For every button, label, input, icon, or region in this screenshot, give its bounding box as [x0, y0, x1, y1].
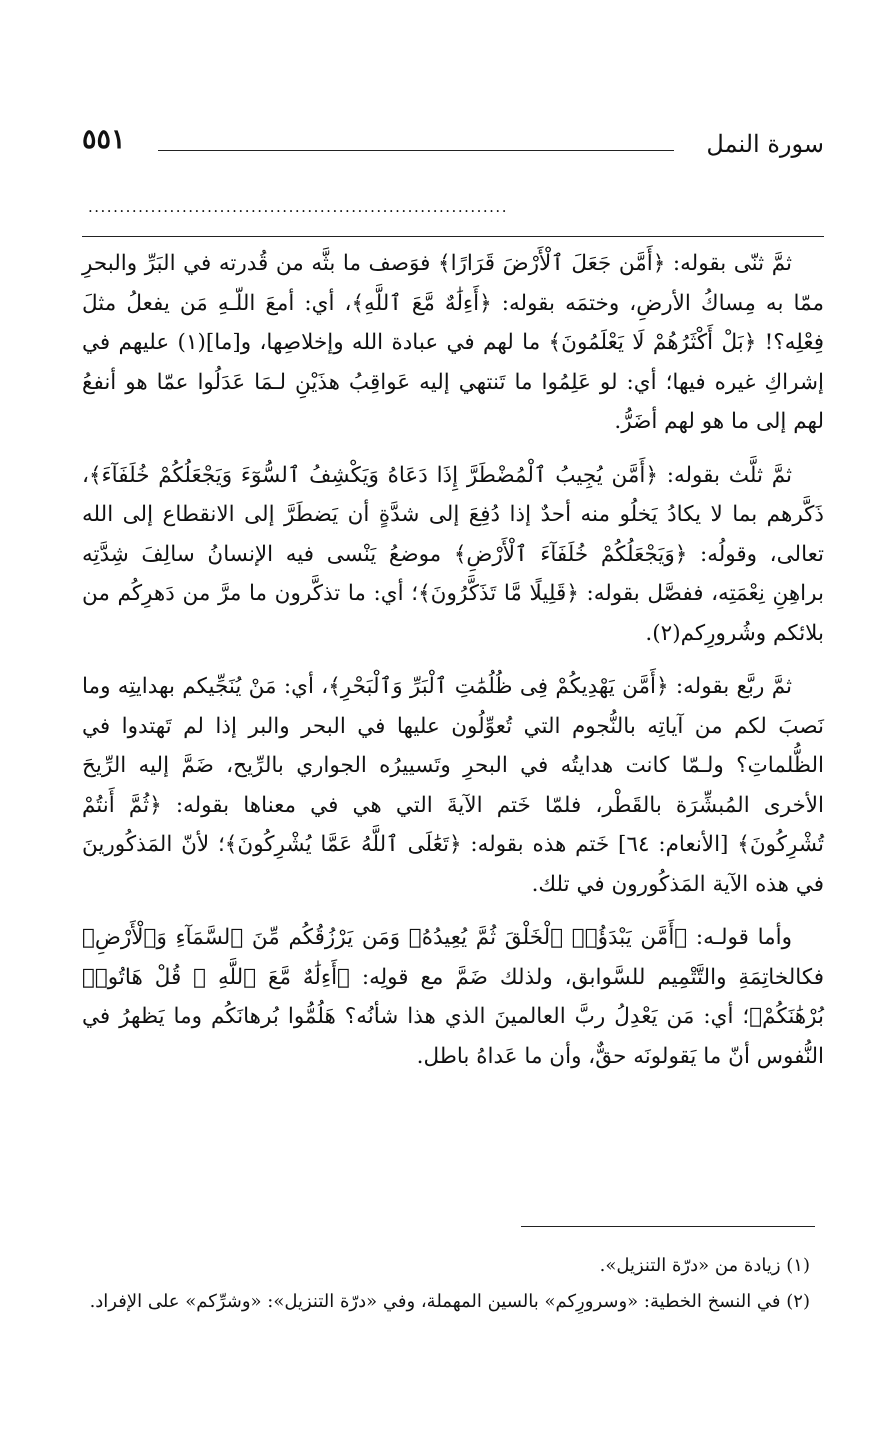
surah-title: سورة النمل: [706, 130, 824, 158]
main-text: [82, 244, 824, 1090]
page-number: ٥٥١: [82, 124, 126, 155]
paragraph-2: ثمَّ ثلَّث بقوله: ﴿أَمَّن يُجِيبُ ٱلْمُضْطَرَّ إِذَا دَعَاهُ وَيَكْشِفُ ٱلسُّوٓءَ وَيَجْعَلُكُمْ خُلَفَآءَ﴾، ذَكَّرهم بما لا يكادُ يَخلُو منه أحدٌ إذا دُفِعَ إلى شدَّةٍ أن يَضطَرَّ إلى الانقطاع إلى الله تعالى، وقولُه: ﴿وَيَجْعَلُكُمْ خُلَفَآءَ ٱلْأَرْضِ﴾ موضعُ يَنْسى فيه الإنسانُ سالِفَ شِدَّتِه براهِنِ نِعْمَتِه، ففصَّل بقوله: ﴿قَلِيلًا مَّا تَذَكَّرُونَ﴾؛ أي: ما تذكَّرون ما مرَّ من دَهرِكُم من بلائكم وشُرورِكم(٢).: [82, 462, 824, 646]
paragraph-3: ثمَّ ربَّع بقوله: ﴿أَمَّن يَهْدِيكُمْ فِى ظُلُمَٰتِ ٱلْبَرِّ وَٱلْبَحْرِ﴾، أي: مَنْ يُنَجِّيكم بهدايتِه وما نَصبَ لكم من آياتِه بالنُّجوم التي تُعوِّلُون عليها في البحر والبر إذا لم تَهتدوا في الظُّلماتِ؟ ولـمّا كانت هدايتُه في البحرِ وتَسييرُه الجواري بالرِّيح، ضَمَّ إليه الرِّيحَ الأخرى المُبشِّرَة بالقَطْر، فلمّا خَتم الآيةَ التي هي في معناها بقوله: ﴿ثُمَّ أَنتُمْ تُشْرِكُونَ﴾ [الأنعام: ٦٤] خَتم هذه بقوله: ﴿تَعَٰلَى ٱللَّهُ عَمَّا يُشْرِكُونَ﴾؛ لأنّ المَذكُورينَ في هذه الآية المَذكُورون في تلك.: [82, 674, 824, 897]
footnote-2: (٢) في النسخ الخطية: «وسرورِكم» بالسين المهملة، وفي «درّة التنزيل»: «وشرِّكم» على الإفراد.: [89, 1291, 810, 1312]
dotted-separator: ...................................................................: [88, 198, 508, 216]
running-header: [82, 118, 824, 170]
header-rule: [158, 150, 674, 151]
footnotes: [82, 1248, 810, 1320]
paragraph-4: وأما قولـه: ﴿أَمَّن يَبْدَؤُا۟ ٱلْخَلْقَ ثُمَّ يُعِيدُهُۥ وَمَن يَرْزُقُكُم مِّنَ ٱلسَّمَآءِ وَٱلْأَرْضِ﴾ فكالخاتِمَةِ والتَّتْمِيم للسَّوابق، ولذلك ضَمَّ مع قولِه: ﴿أَءِلَٰهٌ مَّعَ ٱللَّهِ ۚ قُلْ هَاتُوا۟ بُرْهَٰنَكُمْ﴾؛ أي: مَن يَعْدِلُ ربَّ العالمينَ الذي هذا شأنُه؟ هَلُمُّوا بُرهانَكُم وما يَظهرُ في النُّفوس أنّ ما يَقولونَه حقٌّ، وأن ما عَداهُ باطل.: [82, 925, 824, 1069]
footnote-rule: [521, 1226, 815, 1227]
text-top-rule: [82, 236, 824, 237]
paragraph-1: ثمَّ ثنّى بقوله: ﴿أَمَّن جَعَلَ ٱلْأَرْضَ قَرَارًا﴾ فوَصف ما بثَّه من قُدرته في البَرِّ والبحرِ ممّا به مِساكُ الأرضِ، وختمَه بقوله: ﴿أَءِلَٰهٌ مَّعَ ٱللَّهِ﴾، أي: أمعَ اللّـهِ مَن يفعلُ مثلَ فِعْلِه؟! ﴿بَلْ أَكْثَرُهُمْ لَا يَعْلَمُونَ﴾ ما لهم في عبادة الله وإخلاصِها، و[ما](١) عليهم في إشراكِ غيره فيها؛ أي: لو عَلِمُوا ما تَنتهي إليه عَواقِبُ هذَيْنِ لـمَا عَدَلُوا عمّا هو أنفعُ لهم إلى ما هو لهم أضَرُّ.: [82, 251, 824, 434]
footnote-1: (١) زيادة من «درّة التنزيل».: [599, 1255, 810, 1276]
